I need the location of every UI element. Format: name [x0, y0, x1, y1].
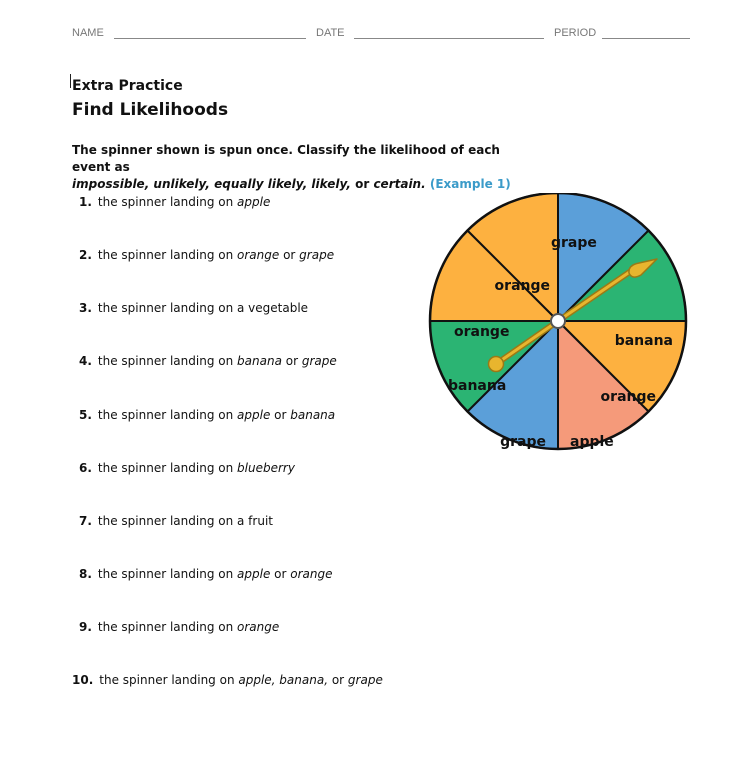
student-info-header	[72, 27, 690, 41]
question-number: 4.	[79, 354, 92, 368]
question-number: 8.	[79, 567, 92, 581]
spinner	[428, 193, 690, 455]
question-outcome: grape	[299, 248, 335, 262]
name-line[interactable]	[114, 38, 306, 39]
instructions	[72, 142, 532, 193]
question-text: or	[328, 673, 348, 687]
question-number: 5.	[79, 408, 92, 422]
question-outcome: banana	[290, 408, 336, 422]
question-number: 6.	[79, 461, 92, 475]
question-number: 3.	[79, 301, 92, 315]
question-text: the spinner landing on	[97, 461, 238, 475]
period-line[interactable]	[602, 38, 690, 39]
question-4	[79, 354, 337, 368]
question-5	[79, 408, 335, 422]
question-text: the spinner landing on	[97, 195, 238, 209]
question-text: or	[281, 354, 302, 368]
instructions-or: or	[350, 177, 374, 191]
question-3	[79, 301, 308, 315]
question-outcome: blueberry	[237, 461, 295, 475]
question-9	[79, 620, 279, 634]
text-cursor	[70, 74, 71, 88]
question-8	[79, 567, 332, 581]
worksheet-subtitle: Extra Practice	[72, 78, 183, 94]
spinner-label-grape: grape	[551, 235, 597, 251]
spinner-label-grape: grape	[500, 434, 546, 450]
spinner-label-orange: orange	[494, 278, 550, 294]
question-outcome: apple	[237, 195, 271, 209]
spinner-label-apple: apple	[570, 434, 614, 450]
question-text: the spinner landing on	[97, 248, 238, 262]
question-2	[79, 248, 334, 262]
date-line[interactable]	[354, 38, 544, 39]
date-label: DATE	[316, 27, 345, 39]
instructions-line-1: The spinner shown is spun once. Classify the likelihood of each event as	[72, 143, 500, 174]
spinner-label-orange: orange	[454, 324, 510, 340]
question-number: 2.	[79, 248, 92, 262]
question-outcome: orange	[290, 567, 333, 581]
question-text: the spinner landing on	[97, 620, 238, 634]
question-outcome: banana	[237, 354, 282, 368]
question-10	[72, 673, 383, 687]
question-outcome: grape	[301, 354, 337, 368]
question-number: 9.	[79, 620, 92, 634]
question-text: or	[279, 248, 300, 262]
question-7	[79, 514, 273, 528]
spinner-center-pin	[551, 314, 565, 328]
question-outcome: orange	[237, 248, 280, 262]
question-text: the spinner landing on	[97, 567, 238, 581]
question-outcome: grape	[347, 673, 383, 687]
spinner-label-banana: banana	[614, 333, 673, 349]
name-label: NAME	[72, 27, 104, 39]
question-text: the spinner landing on a fruit	[97, 514, 273, 528]
worksheet-title: Find Likelihoods	[72, 100, 229, 120]
question-6	[79, 461, 295, 475]
question-text: the spinner landing on a vegetable	[97, 301, 309, 315]
example-reference: (Example 1)	[429, 177, 511, 191]
instructions-line-2	[72, 176, 532, 193]
question-number: 7.	[79, 514, 92, 528]
period-label: PERIOD	[554, 27, 597, 39]
question-number: 10.	[72, 673, 94, 687]
likelihood-terms: impossible, unlikely, equally likely, likely,	[72, 177, 351, 191]
question-text: the spinner landing on	[97, 354, 238, 368]
question-text: or	[270, 408, 291, 422]
question-number: 1.	[79, 195, 92, 209]
question-outcome: apple, banana,	[238, 673, 329, 687]
question-outcome: apple	[237, 567, 271, 581]
spinner-label-orange: orange	[600, 389, 656, 405]
likelihood-last-term: certain.	[373, 177, 426, 191]
question-outcome: orange	[237, 620, 280, 634]
question-text: or	[270, 567, 291, 581]
spinner-arrow-tail-knob	[489, 357, 504, 372]
question-1	[79, 195, 270, 209]
question-outcome: apple	[237, 408, 271, 422]
question-text: the spinner landing on	[97, 408, 238, 422]
question-text: the spinner landing on	[99, 673, 239, 687]
spinner-label-banana: banana	[448, 378, 507, 394]
